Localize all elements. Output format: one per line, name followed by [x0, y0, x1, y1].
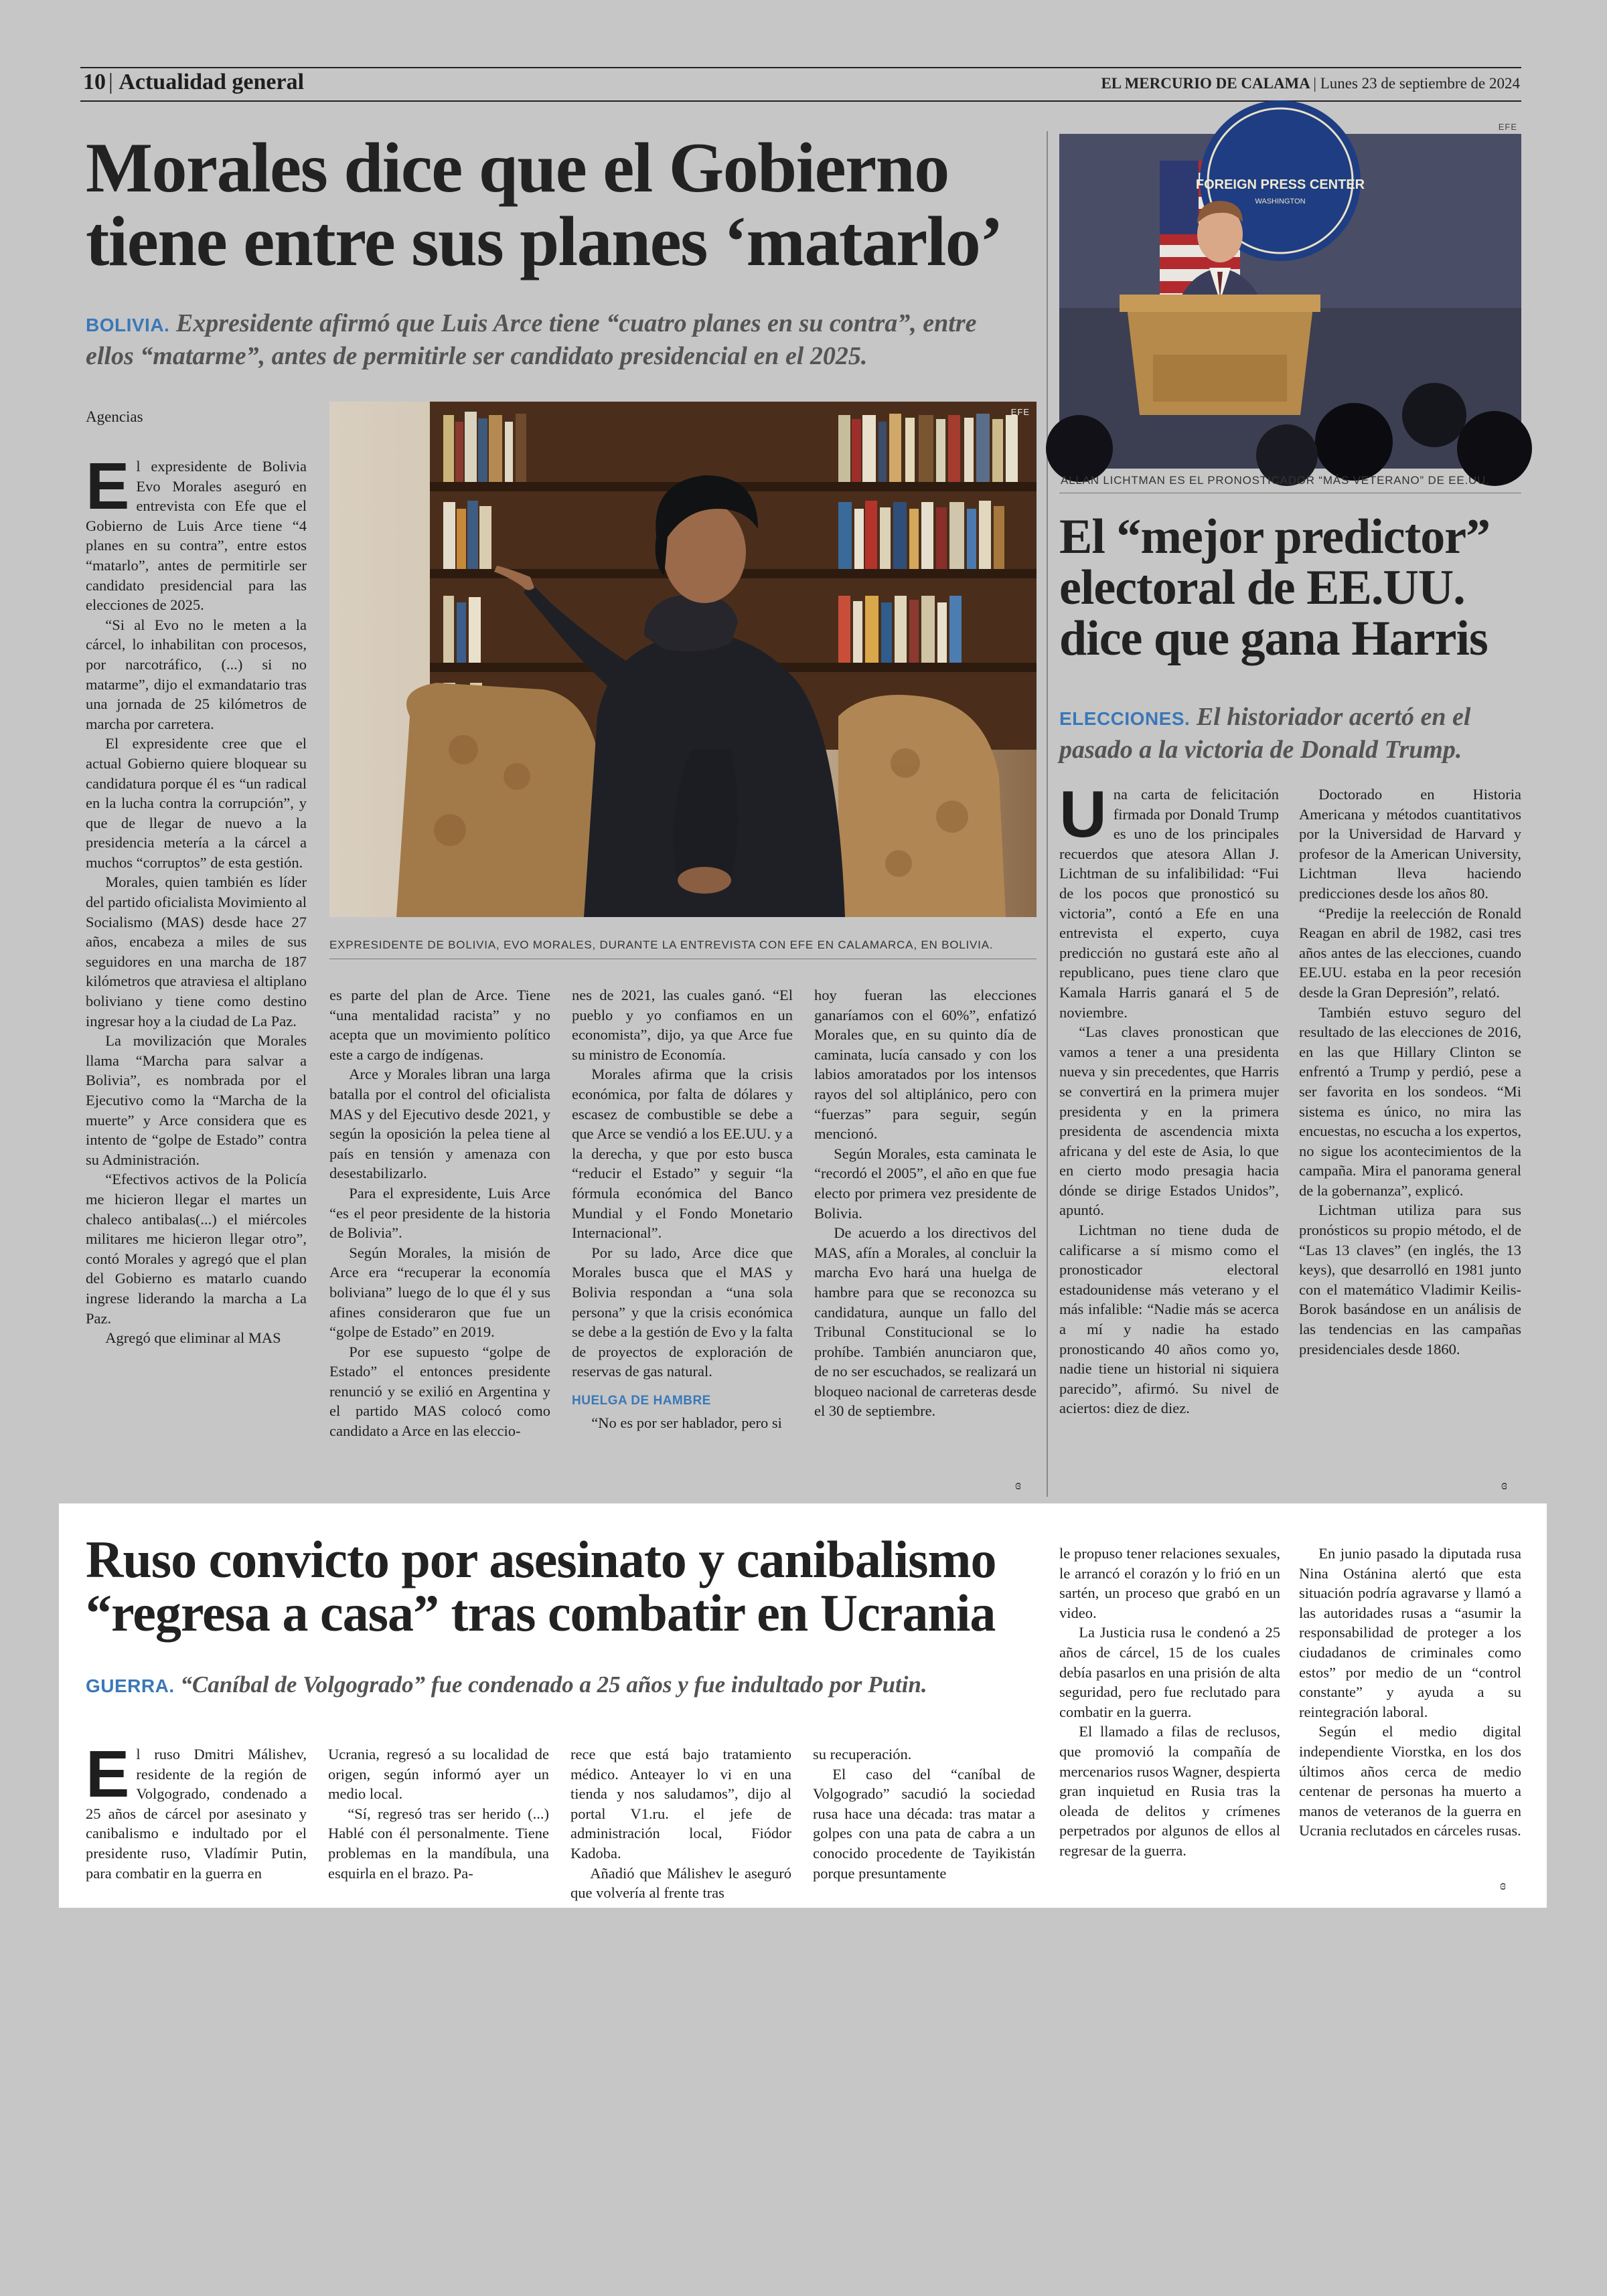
side-end-mark: ɞ	[1501, 1478, 1507, 1493]
bottom-col6-para: En junio pasado la diputada rusa Nina Ostánina alertó que esta situación podría agravarse y llamó a las autoridades rusas a “asumir la responsabilidad de proteger a los ciudadanos de criminales como estos” por medio de un “control constante” y ayuda a su reintegración laboral.	[1299, 1545, 1521, 1720]
side-column-2	[1299, 785, 1521, 1359]
publication-date: Lunes 23 de septiembre de 2024	[1320, 75, 1520, 92]
bottom-col3-para: rece que está bajo tratamiento médico. Anteayer lo vi en una tienda y nos saludamos”, dijo al portal V1.ru. el jefe de administración local, Fiódor Kadoba.	[570, 1746, 791, 1862]
bottom-col6-para: Según el medio digital independiente Viorstka, en los dos últimos años cerca de medio centenar de personas ha muerto a manos de veteranos de la guerra en Ucrania reclutados en cárceles rusas.	[1299, 1723, 1521, 1839]
header-separator: |	[108, 70, 119, 94]
side-deck-line1: El historiador acertó en el	[1196, 703, 1471, 731]
bottom-col5-para: le propuso tener relaciones sexuales, le arrancó el corazón y lo frió en un sartén, un proceso que grabó en un video.	[1059, 1545, 1280, 1621]
bottom-headline-line2: “regresa a casa” tras combatir en Ucrania	[86, 1584, 996, 1642]
side-col1-para-text: na carta de felicitación firmada por Donald Trump es uno de los principales recuerdos que atesora Allan J. Lichtman de su infalibilidad: “Fui de los pocos que pronosticó su victoria”, contó a Efe en una entrevista el experto, cuya predicción no gustará este año al republicano, pues tiene claro que Kamala Harris ganará el 5 de noviembre.	[1059, 786, 1279, 1021]
side-col2-para: También estuvo seguro del resultado de las elecciones de 2016, en las que Hillary Clinton se enfrentó a Trump y perdió, pese a ser favorita en los sondeos. “Mi sistema es único, no mira las encuestas, no escucha a los expertos, no sigue los acontecimientos de la campaña. Mira el panorama general de la gobernanza”, explicó.	[1299, 1003, 1521, 1199]
bottom-col2-para: “Sí, regresó tras ser herido (...) Hablé con él personalmente. Tiene problemas en la mandíbula, una esquirla en el brazo. Pa-	[328, 1805, 549, 1882]
main-deck-tag: BOLIVIA.	[86, 315, 170, 335]
side-col2-para: Doctorado en Historia Americana y métodos cuantitativos por la Universidad de Harvard y profesor de la American University, Lichtman lleva haciendo predicciones desde los años 80.	[1299, 786, 1521, 902]
bottom-column-5	[1059, 1544, 1280, 1861]
header-rule-bottom	[80, 100, 1521, 102]
bottom-headline-line1: Ruso convicto por asesinato y canibalismo	[86, 1530, 996, 1588]
bottom-col5-para: La Justicia rusa le condenó a 25 años de cárcel, 15 de los cuales debía pasarlos en una prisión de alta seguridad, pero fue reclutado para combatir en la guerra.	[1059, 1624, 1280, 1720]
bottom-deck-text: “Caníbal de Volgogrado” fue condenado a 25 años y fue indultado por Putin.	[180, 1671, 927, 1698]
bottom-column-4	[813, 1744, 1035, 1883]
main-headline-line1: Morales dice que el Gobierno	[86, 129, 949, 207]
main-photo-credit: EFE	[1010, 407, 1030, 417]
side-deck	[1059, 702, 1528, 765]
seal-subtext: WASHINGTON	[1255, 197, 1306, 206]
main-col1-para: Agregó que eliminar al MAS	[105, 1329, 281, 1347]
bottom-col5-para: El llamado a filas de reclusos, que promovió la compañía de mercenarios rusos Wagner, despierta gran inquietud en Rusia tras la oleada de delitos y crímenes perpetrados por algunos de ellos al regresar de la guerra.	[1059, 1723, 1280, 1859]
side-headline-line1: El “mejor predictor”	[1059, 509, 1490, 564]
main-col2-para: Arce y Morales libran una larga batalla por el control del oficialista MAS y del Ejecutivo desde 2021, y según la oposición la pelea tiene al país en tensión y amenaza con desestabilizarlo.	[329, 1066, 550, 1182]
bottom-col2-para: Ucrania, regresó a su localidad de origen, según informó ayer un medio local.	[328, 1746, 549, 1803]
main-drop-cap: E	[86, 449, 130, 523]
main-byline: Agencias	[86, 408, 143, 425]
bottom-column-6	[1299, 1544, 1521, 1841]
side-deck-tag: ELECCIONES.	[1059, 708, 1191, 729]
main-end-mark: ɞ	[1015, 1478, 1021, 1493]
bottom-column-3	[570, 1744, 791, 1903]
main-col1-para: El expresidente cree que el actual Gobierno quiere bloquear su candidatura porque él es “un radical en la lucha contra la corrupción”, y que de llegar de nuevo a la presidencia metería a la cárcel a muchos “corruptos” de esta gestión.	[86, 735, 307, 871]
side-col1-para: Lichtman no tiene duda de calificarse a sí mismo como el pronosticador electoral estadounidense más veterano y el más infalible: “Nadie más se acerca a mí y nadie ha estado pronosticando 40 años como yo, nadie tiene un historial ni siquiera parecido”, afirmó. Su nivel de aciertos: diez de diez.	[1059, 1222, 1279, 1417]
main-col2-para: Por ese supuesto “golpe de Estado” el entonces presidente renunció y se exilió en Argentina y el partido MAS colocó como candidato a Arce en las eleccio-	[329, 1343, 550, 1440]
main-col1-para-text: l expresidente de Bolivia Evo Morales aseguró en entrevista con Efe que el Gobierno de Luis Arce tiene “4 planes en su contra”, entre estos “matarlo”, antes de permitirle ser candidato presidencial para las elecciones de 2025.	[86, 458, 307, 614]
seal-text: FOREIGN PRESS CENTER	[1195, 177, 1365, 192]
bottom-col1-para-text: l ruso Dmitri Málishev, residente de la región de Volgogrado, condenado a 25 años de cárcel por asesinato y canibalismo e indultado por el presidente ruso, Vladímir Putin, para combatir en la guerra en	[86, 1746, 307, 1882]
main-headline	[86, 131, 1043, 278]
main-col1-para	[86, 449, 307, 615]
main-column-2	[329, 985, 550, 1441]
side-drop-cap: U	[1059, 777, 1107, 851]
bottom-end-mark: ɞ	[1500, 1878, 1506, 1893]
main-col2-para: Para el expresidente, Luis Arce “es el peor presidente de la historia de Bolivia”.	[329, 1184, 550, 1242]
header-separator-right: |	[1313, 75, 1320, 92]
main-photo-illustration	[329, 402, 1037, 917]
page-number: 10	[83, 70, 106, 94]
side-photo-caption: ALLAN LICHTMAN ES EL PRONOSTICADOR “MÁS VETERANO” DE EE.UU.	[1061, 474, 1490, 487]
vertical-divider	[1047, 131, 1048, 1497]
main-photo	[329, 402, 1037, 917]
main-deck	[86, 308, 1050, 372]
main-col1-para: “Si al Evo no le meten a la cárcel, lo inhabilitan con procesos, por narcotráfico, (...) si no matarme”, dijo el exmandatario tras una jornada de 25 kilómetros de marcha por carretera.	[86, 616, 307, 732]
page-header-left	[83, 70, 304, 98]
side-deck-line2: pasado a la victoria de Donald Trump.	[1059, 736, 1462, 764]
bottom-headline	[86, 1530, 1063, 1642]
bottom-drop-cap: E	[86, 1737, 130, 1811]
section-name: Actualidad general	[119, 70, 305, 94]
main-col1-para: “Efectivos activos de la Policía me hicieron llegar el martes un chaleco antibalas(...) el miércoles militares me hicieron llegar otro”, contó Morales y agregó que el plan del Gobierno es matarlo cuando ingrese liderando la marcha a La Paz.	[86, 1171, 307, 1327]
side-col2-para: Lichtman utiliza para sus pronósticos su propio método, el de “Las 13 claves” (en inglés, the 13 keys), que desarrolló en 1981 junto con el matemático Vladimir Keilis-Borok basándose en un análisis de las tendencias en las campañas presidenciales desde 1860.	[1299, 1202, 1521, 1358]
main-deck-line1: Expresidente afirmó que Luis Arce tiene “cuatro planes en su contra”, entre	[175, 309, 977, 337]
main-col3-para: nes de 2021, las cuales ganó. “El pueblo y yo confiamos en un economista”, dijo, ya que Arce fue su ministro de Economía.	[572, 987, 793, 1063]
main-col2-para: es parte del plan de Arce. Tiene “una mentalidad racista” y no acepta que un movimiento político este a cargo de indígenas.	[329, 987, 550, 1063]
side-photo-credit: EFE	[1498, 122, 1517, 132]
side-headline-line3: dice que gana Harris	[1059, 611, 1488, 666]
main-col1-para: La movilización que Morales llama “Marcha para salvar a Bolivia”, es nombrada por el Ejecutivo como la “Marcha de la muerte” y Arce considera que es intento de “golpe de Estado” contra su Administración.	[86, 1032, 307, 1168]
main-col4-para: hoy fueran las elecciones ganaríamos con el 60%”, enfatizó Morales que, en su quinto día de caminata, lucía cansado y con los labios amoratados por los intensos rayos del sol altiplánico, pero con “fuerzas” para seguir, según mencionó.	[814, 987, 1037, 1143]
main-column-3	[572, 985, 793, 1433]
header-rule	[80, 67, 1521, 68]
main-col4-para: Según Morales, esta caminata le “recordó el 2005”, el año en que fue electo por primera vez presidente de Bolivia.	[814, 1145, 1037, 1222]
side-headline	[1059, 511, 1528, 664]
main-photo-caption: EXPRESIDENTE DE BOLIVIA, EVO MORALES, DURANTE LA ENTREVISTA CON EFE EN CALAMARCA, EN BOLIVIA.	[329, 938, 994, 951]
main-col4-para: De acuerdo a los directivos del MAS, afín a Morales, al concluir la marcha Evo hará una huelga de hambre para que se reconozca su candidatura, aunque un fallo del Tribunal Constitucional se lo prohíbe. También anunciaron que, de no ser escuchados, se realizará un bloqueo nacional de carreteras desde el 30 de septiembre.	[814, 1224, 1037, 1420]
main-col3-para: Morales afirma que la crisis económica, por falta de dólares y escasez de combustible se debe a que Arce se vendió a los EE.UU. y a la derecha, y que por esto busca “reducir el Estado” y seguir “la fórmula económica del Banco Mundial y el Fondo Monetario Internacional”.	[572, 1066, 793, 1242]
main-column-1	[86, 449, 307, 1348]
bottom-deck	[86, 1669, 1070, 1702]
bottom-col3-para: Añadió que Málishev le aseguró que volvería al frente tras	[570, 1864, 791, 1902]
main-col1-para: Morales, quien también es líder del partido oficialista Movimiento al Socialismo (MAS) desde hace 27 años, encabeza a miles de sus seguidores en una marcha de 187 kilómetros que atraviesa el altiplano boliviano y tiene como destino ingresar hoy a la ciudad de La Paz.	[86, 874, 307, 1030]
main-col2-para: Según Morales, la misión de Arce era “recuperar la economía boliviana” luego de lo que él y sus afines consideraron que fue un “golpe de Estado” en 2019.	[329, 1244, 550, 1341]
bottom-deck-tag: GUERRA.	[86, 1675, 175, 1696]
main-col3-para: “No es por ser hablador, pero si	[591, 1414, 782, 1432]
side-col2-para: “Predije la reelección de Ronald Reagan en abril de 1982, casi tres años antes de las elecciones, cuando EE.UU. estaba en la peor recesión desde la Gran Depresión”, relató.	[1299, 904, 1521, 1001]
main-headline-line2: tiene entre sus planes ‘matarlo’	[86, 202, 1003, 280]
bottom-col4-para: su recuperación.	[813, 1746, 912, 1762]
side-column-1	[1059, 777, 1279, 1418]
bottom-column-1	[86, 1737, 307, 1883]
bottom-col4-para: El caso del “caníbal de Volgogrado” sacudió la sociedad rusa hace una década: tras matar a golpes con una pata de cabra a un conocido procedente de Tayikistán porque presuntamente	[813, 1765, 1035, 1882]
side-col1-para: “Las claves pronostican que vamos a tener a una presidenta nueva y sin precedentes, que Harris se convertirá en la primera mujer presidenta y en la primera presidenta de ascendencia mixta africana y del este de Asia, lo que en cierto modo presagia hacia dónde se dirige Estados Unidos”, apuntó.	[1059, 1023, 1279, 1219]
side-col1-para	[1059, 777, 1279, 1022]
main-column-4	[814, 985, 1037, 1421]
newspaper-name: EL MERCURIO DE CALAMA	[1101, 75, 1310, 92]
bottom-col1-para	[86, 1737, 307, 1883]
page-header-right	[1101, 75, 1520, 92]
main-col3-para: Por su lado, Arce dice que Morales busca que el MAS y Bolivia respondan a “una sola persona” y que la crisis económica se debe a la gestión de Evo y la falta de proyectos de exploración de reservas de gas natural.	[572, 1244, 793, 1380]
side-photo-illustration	[1059, 134, 1521, 469]
bottom-column-2	[328, 1744, 549, 1883]
side-photo	[1059, 122, 1521, 469]
side-headline-line2: electoral de EE.UU.	[1059, 560, 1465, 615]
main-subhead: HUELGA DE HAMBRE	[572, 1393, 711, 1408]
main-deck-line2: ellos “matarme”, antes de permitirle ser candidato presidencial en el 2025.	[86, 342, 868, 370]
